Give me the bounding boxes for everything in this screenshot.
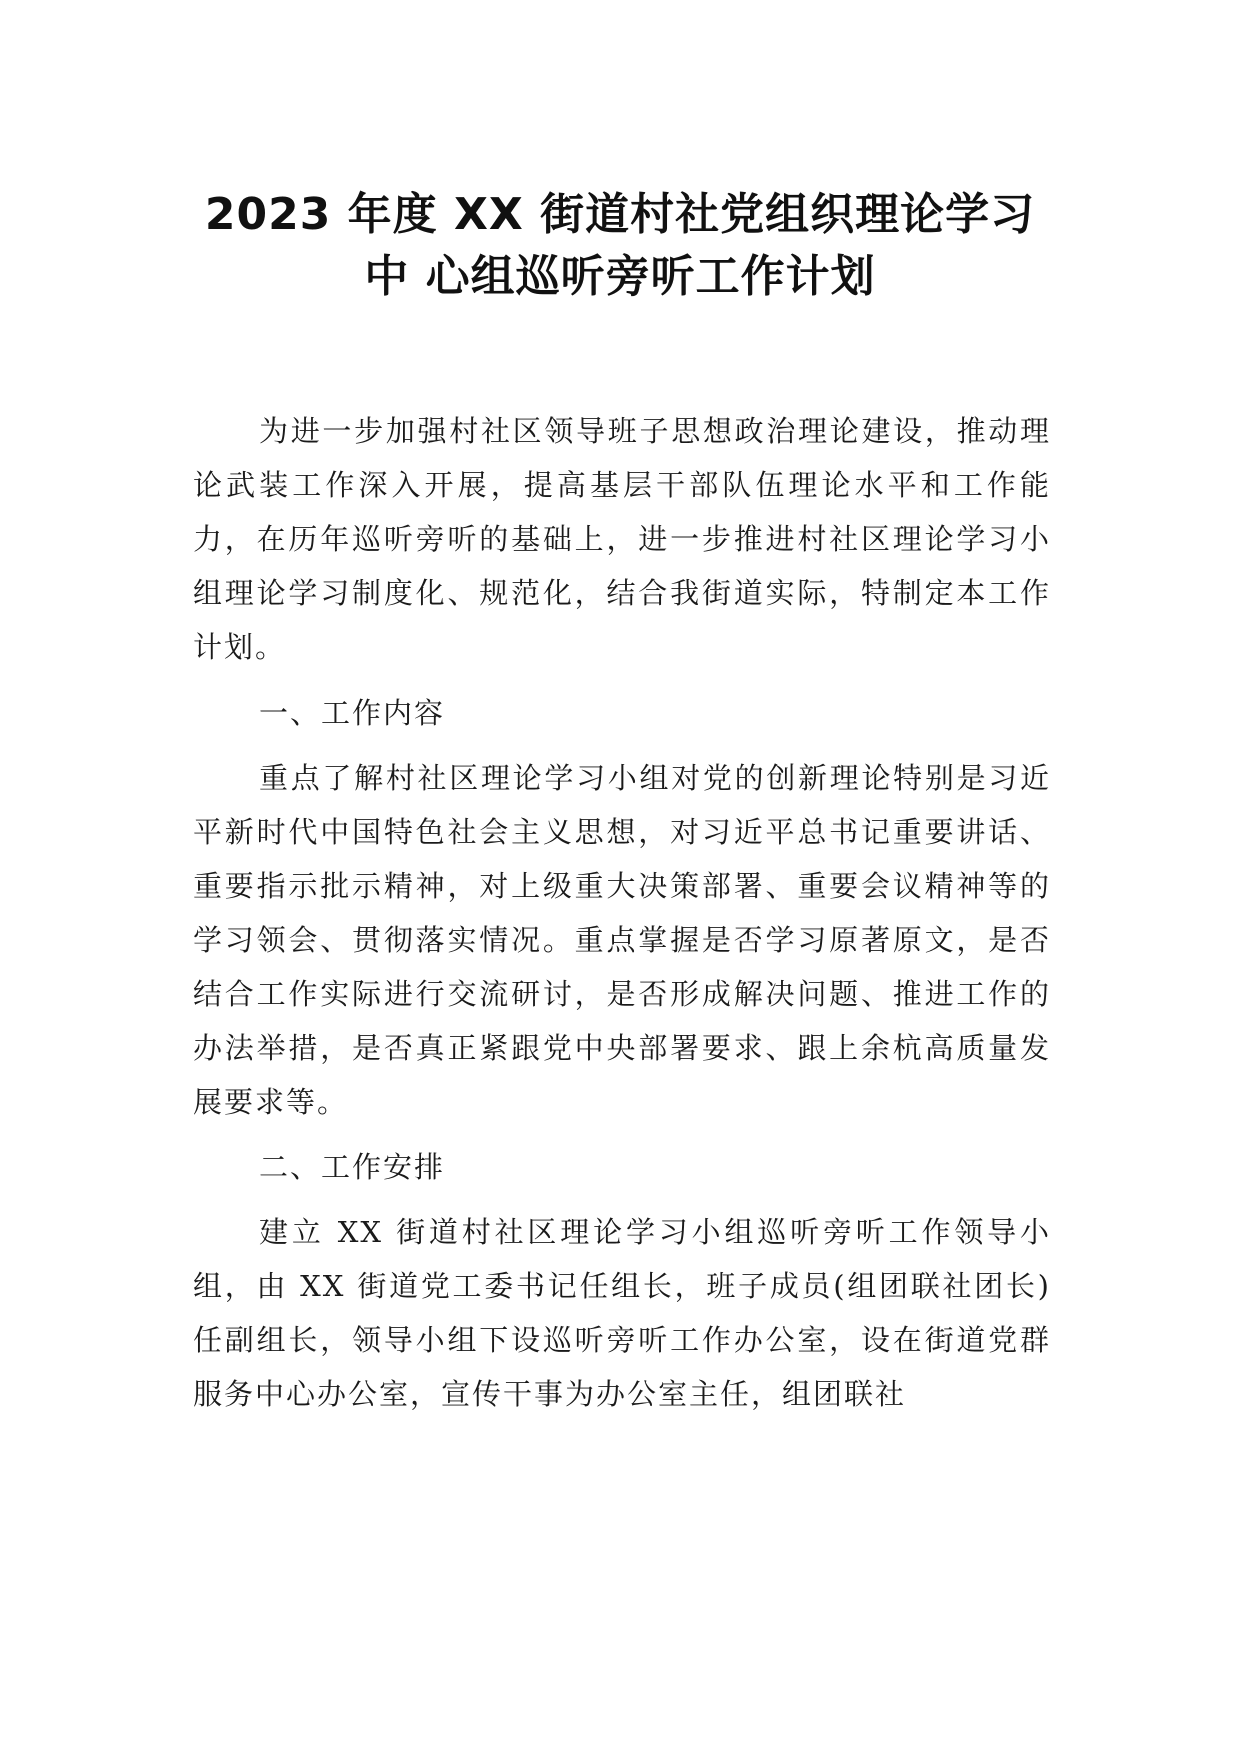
section-2-paragraph: 建立 XX 街道村社区理论学习小组巡听旁听工作领导小组，由 XX 街道党工委书记任组长，班子成员(组团联社团长)任副组长，领导小组下设巡听旁听工作办公室，设在街道党群服务中心办公室，宣传干事为办公室主任，组团联社	[193, 1215, 1051, 1411]
document-title-line-1: 2023 年度 XX 街道村社党组织理论学习	[204, 189, 1036, 240]
section-2-heading: 二、工作安排	[259, 1150, 446, 1184]
intro-paragraph: 为进一步加强村社区领导班子思想政治理论建设，推动理论武装工作深入开展，提高基层干部队伍理论水平和工作能力，在历年巡听旁听的基础上，进一步推进村社区理论学习小组理论学习制度化、规范化，结合我街道实际，特制定本工作计划。	[193, 414, 1051, 664]
section-1-paragraph: 重点了解村社区理论学习小组对党的创新理论特别是习近平新时代中国特色社会主义思想，对习近平总书记重要讲话、重要指示批示精神，对上级重大决策部署、重要会议精神等的学习领会、贯彻落实情况。重点掌握是否学习原著原文，是否结合工作实际进行交流研讨，是否形成解决问题、推进工作的办法举措，是否真正紧跟党中央部署要求、跟上余杭高质量发展要求等。	[193, 761, 1051, 1119]
document-title-line-2: 中 心组巡听旁听工作计划	[364, 251, 876, 302]
section-1-heading: 一、工作内容	[259, 696, 446, 730]
